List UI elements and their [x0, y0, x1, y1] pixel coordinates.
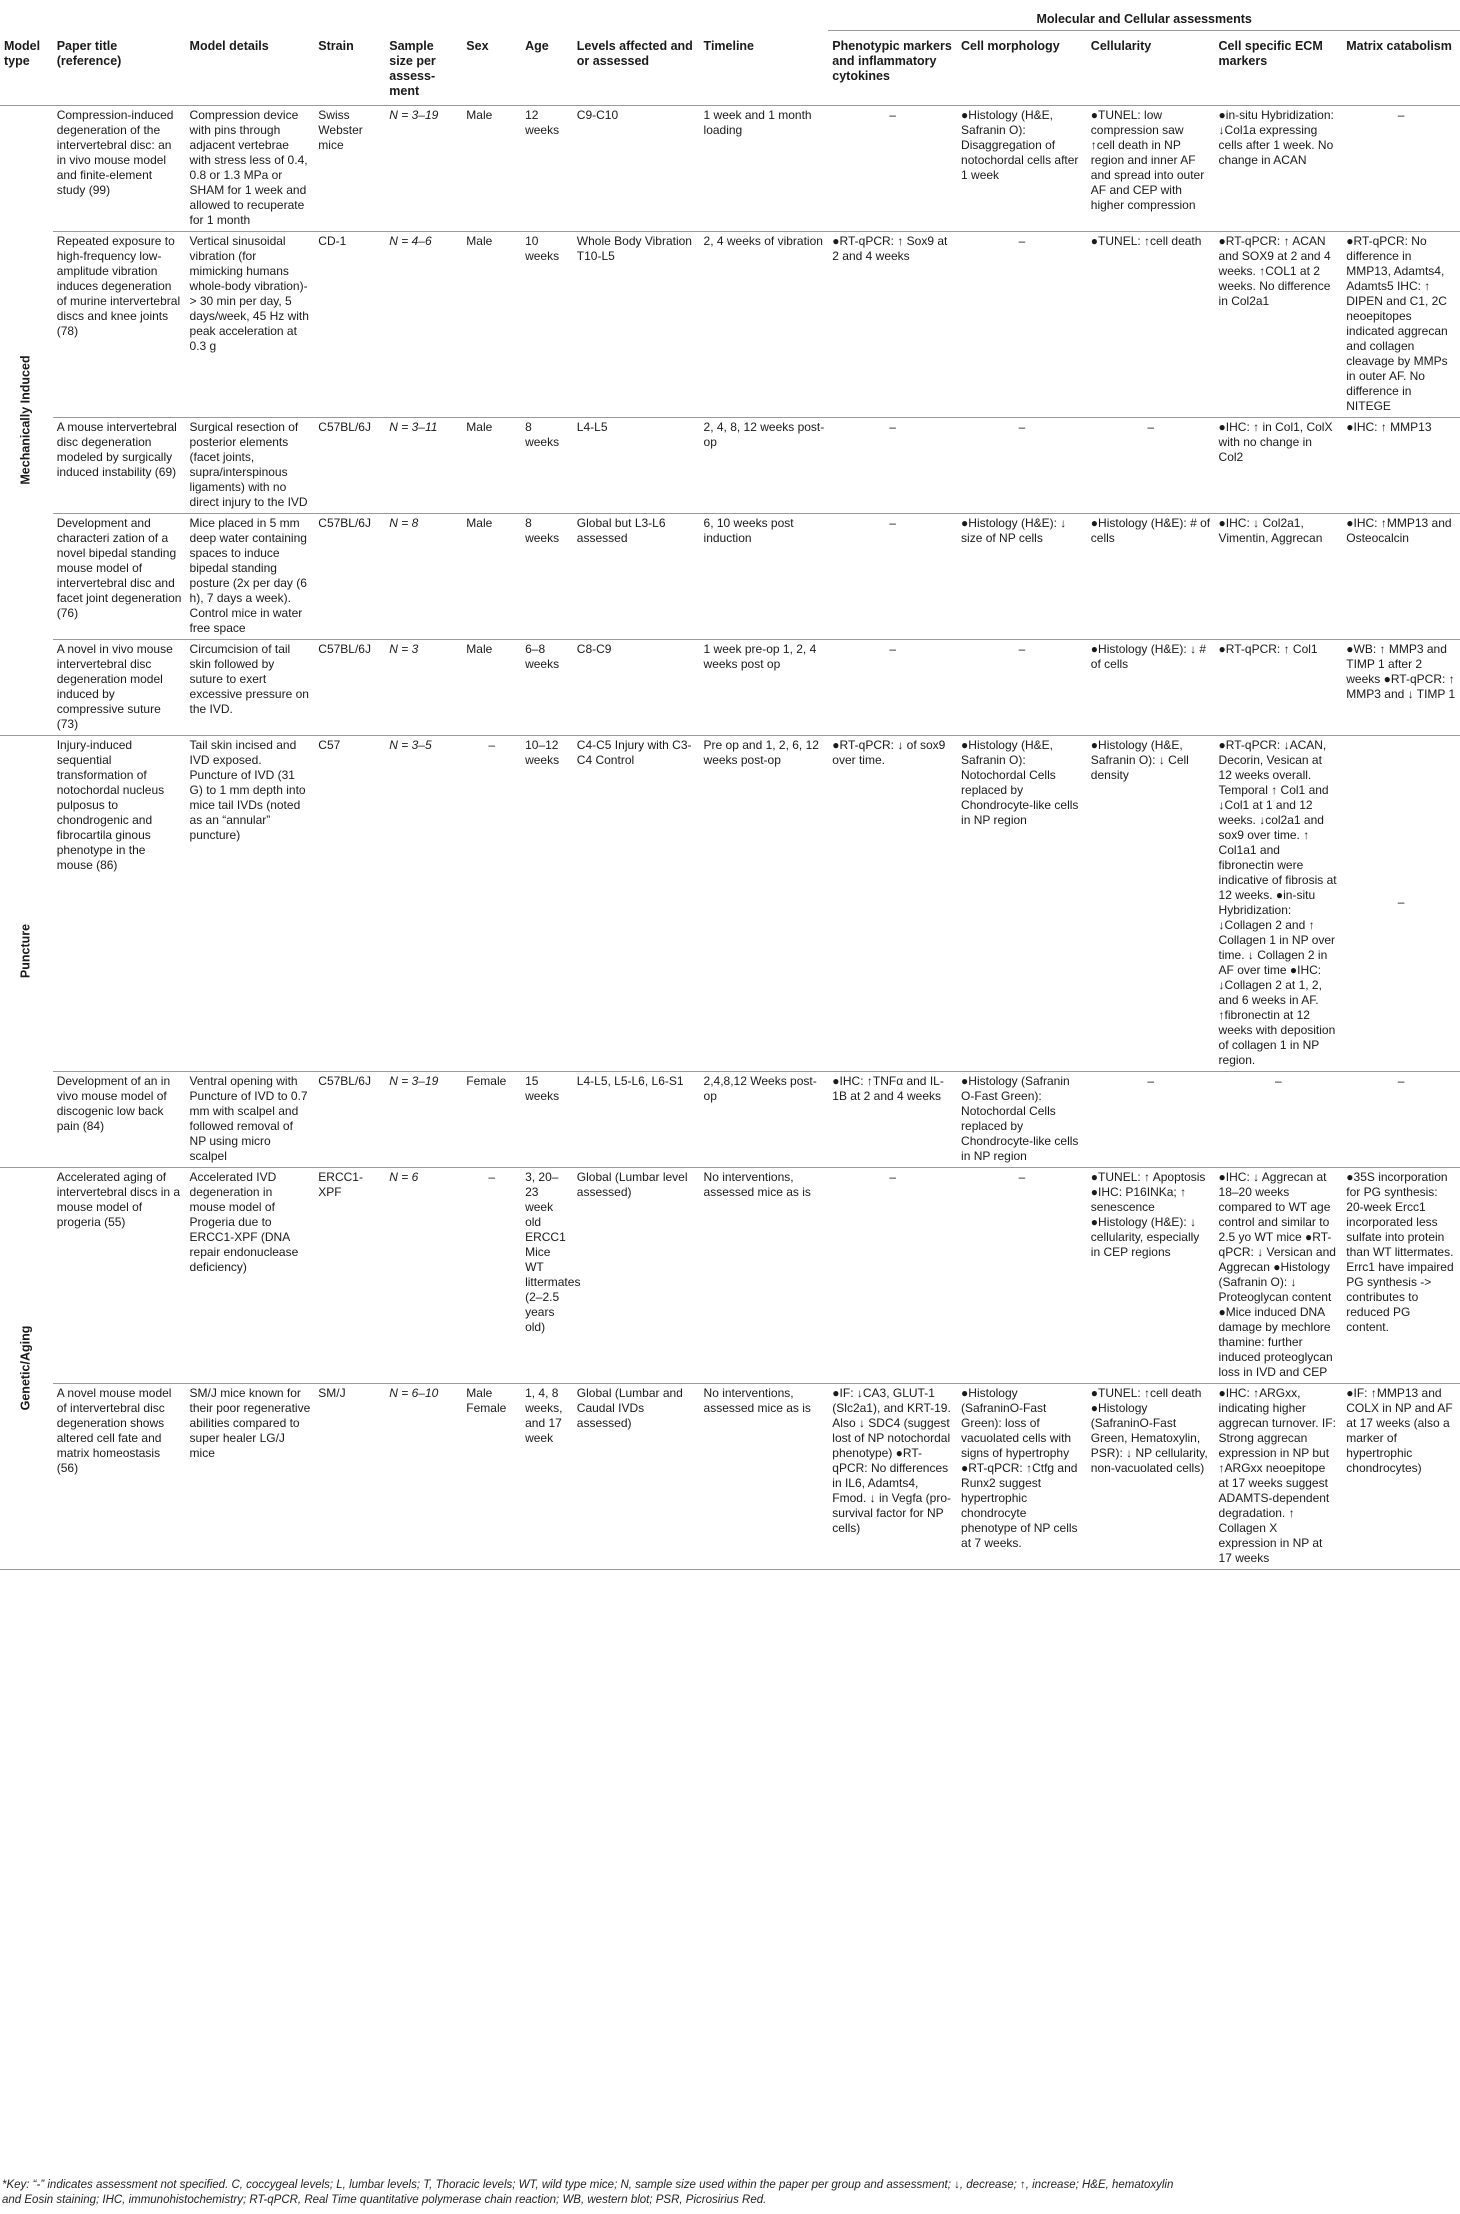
cell-cellularity: ●TUNEL: low compression saw ↑cell death in NP region and inner AF and spread into outer AF and CEP with higher compression [1087, 105, 1215, 231]
table-row [0, 1383, 1460, 1569]
cell-levels: L4-L5, L5-L6, L6-S1 [573, 1071, 700, 1167]
header-sample-size: Sample size per assess-ment [385, 31, 462, 106]
header-phenotypic: Phenotypic markers and inflammatory cytokines [828, 31, 957, 106]
cell-age: 10 weeks [521, 231, 573, 417]
cell-model-details: Accelerated IVD degeneration in mouse model of Progeria due to ERCC1-XPF (DNA repair endonuclease deficiency) [186, 1167, 315, 1383]
cell-paper-title: A novel mouse model of intervertebral disc degeneration shows altered cell fate and matrix homeostasis (56) [53, 1383, 186, 1569]
cell-phenotypic: ●IHC: ↑TNFα and IL-1B at 2 and 4 weeks [828, 1071, 957, 1167]
cell-model-details: Tail skin incised and IVD exposed. Puncture of IVD (31 G) to 1 mm depth into mice tail IVDs (noted as an “annular” puncture) [186, 735, 315, 1071]
cell-morphology: ●Histology (H&E, Safranin O): Disaggregation of notochordal cells after 1 week [957, 105, 1087, 231]
cell-cellularity: ●TUNEL: ↑cell death [1087, 231, 1215, 417]
header-sex: Sex [462, 31, 521, 106]
cell-catabolism: – [1342, 105, 1460, 231]
cell-ecm: ●IHC: ↓ Col2a1, Vimentin, Aggrecan [1215, 513, 1343, 639]
cell-ecm: ●IHC: ↑ARGxx, indicating higher aggrecan turnover. IF: Strong aggrecan expression in NP but ↑ARGxx neoepitope at 17 weeks suggest ADAMTS-dependent degradation. ↑ Collagen X expression in NP at 17 weeks [1215, 1383, 1343, 1569]
cell-cellularity: ●Histology (H&E, Safranin O): ↓ Cell density [1087, 735, 1215, 1071]
header-age: Age [521, 31, 573, 106]
cell-morphology: ●Histology (H&E): ↓ size of NP cells [957, 513, 1087, 639]
table-row [0, 1071, 1460, 1167]
cell-timeline: No interventions, assessed mice as is [700, 1383, 829, 1569]
table-row [0, 105, 1460, 231]
cell-morphology: ●Histology (H&E, Safranin O): Notochordal Cells replaced by Chondrocyte-like cells in NP region [957, 735, 1087, 1071]
cell-strain: C57BL/6J [314, 513, 385, 639]
cell-timeline: 2,4,8,12 Weeks post-op [700, 1071, 829, 1167]
cell-sample-size: N = 3–19 [385, 1071, 462, 1167]
cell-strain: CD-1 [314, 231, 385, 417]
cell-paper-title: A novel in vivo mouse intervertebral disc degeneration model induced by compressive suture (73) [53, 639, 186, 735]
cell-sex: – [462, 735, 521, 1071]
cell-morphology: – [957, 639, 1087, 735]
cell-phenotypic: ●RT-qPCR: ↑ Sox9 at 2 and 4 weeks [828, 231, 957, 417]
cell-ecm: ●RT-qPCR: ↓ACAN, Decorin, Vesican at 12 weeks overall. Temporal ↑ Col1 and ↓Col1 at 1 and 12 weeks. ↓col2a1 and sox9 over time. ↑ Col1a1 and fibronectin were indicative of fibrosis at 12 weeks. ●in-situ Hybridization: ↓Collagen 2 and ↑ Collagen 1 in NP over time. ↓ Collagen 2 in AF over time ●IHC: ↓Collagen 2 at 1, 2, and 6 weeks in AF. ↑fibronectin at 12 weeks with deposition of collagen 1 in NP region. [1215, 735, 1343, 1071]
cell-catabolism: – [1342, 735, 1460, 1071]
group-label-cell [0, 1167, 53, 1569]
group-label-genetic: Genetic/Aging [18, 1325, 33, 1411]
cell-catabolism: ●IHC: ↑MMP13 and Osteocalcin [1342, 513, 1460, 639]
cell-sample-size: N = 6 [385, 1167, 462, 1383]
cell-morphology: ●Histology (Safranin O-Fast Green): Notochordal Cells replaced by Chondrocyte-like cells in NP region [957, 1071, 1087, 1167]
cell-model-details: Compression device with pins through adjacent vertebrae with stress less of 0.4, 0.8 or 1.3 MPa or SHAM for 1 week and allowed to recuperate for 1 month [186, 105, 315, 231]
cell-levels: Global (Lumbar level assessed) [573, 1167, 700, 1383]
cell-ecm: ●IHC: ↑ in Col1, ColX with no change in Col2 [1215, 417, 1343, 513]
cell-levels: C9-C10 [573, 105, 700, 231]
cell-paper-title: Repeated exposure to high-frequency low-amplitude vibration induces degeneration of murine intervertebral discs and knee joints (78) [53, 231, 186, 417]
cell-phenotypic: – [828, 417, 957, 513]
cell-timeline: Pre op and 1, 2, 6, 12 weeks post-op [700, 735, 829, 1071]
cell-age: 1, 4, 8 weeks, and 17 week [521, 1383, 573, 1569]
cell-levels: L4-L5 [573, 417, 700, 513]
header-model-type: Model type [0, 31, 53, 106]
cell-ecm: ●RT-qPCR: ↑ ACAN and SOX9 at 2 and 4 weeks. ↑COL1 at 2 weeks. No difference in Col2a1 [1215, 231, 1343, 417]
cell-morphology: ●Histology (SafraninO-Fast Green): loss of vacuolated cells with signs of hypertrophy ●RT-qPCR: ↑Ctfg and Runx2 suggest hypertrophic chondrocyte phenotype of NP cells at 7 weeks. [957, 1383, 1087, 1569]
cell-levels: Global but L3-L6 assessed [573, 513, 700, 639]
cell-levels: Whole Body Vibration T10-L5 [573, 231, 700, 417]
cell-timeline: 6, 10 weeks post induction [700, 513, 829, 639]
cell-age: 8 weeks [521, 513, 573, 639]
cell-phenotypic: ●RT-qPCR: ↓ of sox9 over time. [828, 735, 957, 1071]
cell-age: 8 weeks [521, 417, 573, 513]
cell-cellularity: ●TUNEL: ↑cell death ●Histology (SafraninO-Fast Green, Hematoxylin, PSR): ↓ NP cellularity, non-vacuolated cells) [1087, 1383, 1215, 1569]
group-label-mechanical: Mechanically Induced [18, 355, 33, 485]
cell-sample-size: N = 4–6 [385, 231, 462, 417]
cell-strain: SM/J [314, 1383, 385, 1569]
cell-morphology: – [957, 417, 1087, 513]
cell-model-details: SM/J mice known for their poor regenerative abilities compared to super healer LG/J mice [186, 1383, 315, 1569]
cell-catabolism: – [1342, 1071, 1460, 1167]
footnote-line-1: *Key: “-” indicates assessment not specified. C, coccygeal levels; L, lumbar levels; T, Thoracic levels; WT, wild type mice; N, sample size used within the paper per group and assessment; ↓, decrease; ↑, increase; H&E, hematoxylin [2, 2179, 1174, 2191]
cell-levels: C8-C9 [573, 639, 700, 735]
cell-timeline: 2, 4 weeks of vibration [700, 231, 829, 417]
cell-model-details: Circumcision of tail skin followed by suture to exert excessive pressure on the IVD. [186, 639, 315, 735]
table-row [0, 231, 1460, 417]
cell-strain: C57 [314, 735, 385, 1071]
cell-catabolism: ●IF: ↑MMP13 and COLX in NP and AF at 17 weeks (also a marker of hypertrophic chondrocytes) [1342, 1383, 1460, 1569]
cell-strain: C57BL/6J [314, 639, 385, 735]
cell-ecm: ●IHC: ↓ Aggrecan at 18–20 weeks compared to WT age control and similar to 2.5 yo WT mice ●RT-qPCR: ↓ Versican and Aggrecan ●Histology (Safranin O): ↓ Proteoglycan content ●Mice induced DNA damage by mechlore thamine: further induced proteoglycan loss in IVD and CEP [1215, 1167, 1343, 1383]
cell-cellularity: ●Histology (H&E): # of cells [1087, 513, 1215, 639]
header-timeline: Timeline [700, 31, 829, 106]
cell-levels: C4-C5 Injury with C3-C4 Control [573, 735, 700, 1071]
cell-catabolism: ●WB: ↑ MMP3 and TIMP 1 after 2 weeks ●RT-qPCR: ↑ MMP3 and ↓ TIMP 1 [1342, 639, 1460, 735]
cell-sample-size: N = 8 [385, 513, 462, 639]
cell-age: 12 weeks [521, 105, 573, 231]
cell-strain: C57BL/6J [314, 417, 385, 513]
cell-paper-title: Development and characteri zation of a novel bipedal standing mouse model of intervertebral disc and facet joint degeneration (76) [53, 513, 186, 639]
cell-ecm: ●RT-qPCR: ↑ Col1 [1215, 639, 1343, 735]
cell-paper-title: Injury-induced sequential transformation of notochordal nucleus pulposus to chondrogenic and fibrocartila ginous phenotype in the mouse (86) [53, 735, 186, 1071]
cell-sex: Male Female [462, 1383, 521, 1569]
header-levels: Levels affected and or assessed [573, 31, 700, 106]
header-matrix-catabolism: Matrix catabolism [1342, 31, 1460, 106]
table-row [0, 417, 1460, 513]
cell-age: 10–12 weeks [521, 735, 573, 1071]
cell-sample-size: N = 3–5 [385, 735, 462, 1071]
table-row [0, 639, 1460, 735]
cell-phenotypic: – [828, 639, 957, 735]
cell-morphology: – [957, 1167, 1087, 1383]
cell-model-details: Surgical resection of posterior elements (facet joints, supra/interspinous ligaments) with no direct injury to the IVD [186, 417, 315, 513]
cell-sample-size: N = 3 [385, 639, 462, 735]
group-label-cell [0, 105, 53, 735]
cell-cellularity: ●TUNEL: ↑ Apoptosis ●IHC: P16INKa; ↑ senescence ●Histology (H&E): ↓ cellularity, especially in CEP regions [1087, 1167, 1215, 1383]
cell-cellularity: – [1087, 1071, 1215, 1167]
header-paper-title: Paper title (reference) [53, 31, 186, 106]
cell-levels: Global (Lumbar and Caudal IVDs assessed) [573, 1383, 700, 1569]
cell-strain: ERCC1-XPF [314, 1167, 385, 1383]
cell-paper-title: Accelerated aging of intervertebral discs in a mouse model of progeria (55) [53, 1167, 186, 1383]
group-label-puncture: Puncture [18, 923, 33, 979]
cell-sex: – [462, 1167, 521, 1383]
footnote-line-2: and Eosin staining; IHC, immunohistochemistry; RT-qPCR, Real Time quantitative polymerase chain reaction; WB, western blot; PSR, Picrosirius Red. [2, 2194, 767, 2206]
cell-age: 3, 20–23 week old ERCC1 Mice WT littermates (2–2.5 years old) [521, 1167, 573, 1383]
cell-sample-size: N = 3–19 [385, 105, 462, 231]
cell-morphology: – [957, 231, 1087, 417]
cell-sex: Male [462, 513, 521, 639]
cell-model-details: Mice placed in 5 mm deep water containing spaces to induce bipedal standing posture (2x per day (6 h), 7 days a week). Control mice in water free space [186, 513, 315, 639]
group-header: Molecular and Cellular assessments [828, 10, 1460, 31]
table-footnote [2, 2178, 1452, 2208]
cell-phenotypic: ●IF: ↓CA3, GLUT-1 (Slc2a1), and KRT-19. Also ↓ SDC4 (suggest lost of NP notochordal phenotype) ●RT-qPCR: No differences in IL6, Adamts4, Fmod. ↓ in Vegfa (pro-survival factor for NP cells) [828, 1383, 957, 1569]
header-cell-morphology: Cell morphology [957, 31, 1087, 106]
cell-paper-title: Compression-induced degeneration of the intervertebral disc: an in vivo mouse model and finite-element study (99) [53, 105, 186, 231]
cell-age: 6–8 weeks [521, 639, 573, 735]
cell-timeline: 1 week pre-op 1, 2, 4 weeks post op [700, 639, 829, 735]
cell-sex: Male [462, 417, 521, 513]
header-cellularity: Cellularity [1087, 31, 1215, 106]
cell-sex: Male [462, 639, 521, 735]
cell-strain: Swiss Webster mice [314, 105, 385, 231]
table-row [0, 513, 1460, 639]
cell-age: 15 weeks [521, 1071, 573, 1167]
cell-sample-size: N = 3–11 [385, 417, 462, 513]
cell-catabolism: ●IHC: ↑ MMP13 [1342, 417, 1460, 513]
cell-strain: C57BL/6J [314, 1071, 385, 1167]
table-row [0, 1167, 1460, 1383]
header-model-details: Model details [186, 31, 315, 106]
cell-timeline: 1 week and 1 month loading [700, 105, 829, 231]
mouse-model-table [0, 10, 1460, 1570]
cell-cellularity: ●Histology (H&E): ↓ # of cells [1087, 639, 1215, 735]
cell-model-details: Vertical sinusoidal vibration (for mimicking humans whole-body vibration)-> 30 min per day, 5 days/week, 45 Hz with peak acceleration at 0.3 g [186, 231, 315, 417]
header-ecm-markers: Cell specific ECM markers [1215, 31, 1343, 106]
cell-cellularity: – [1087, 417, 1215, 513]
cell-sex: Female [462, 1071, 521, 1167]
table-row [0, 735, 1460, 1071]
cell-phenotypic: – [828, 105, 957, 231]
cell-model-details: Ventral opening with Puncture of IVD to 0.7 mm with scalpel and followed removal of NP using micro scalpel [186, 1071, 315, 1167]
cell-timeline: No interventions, assessed mice as is [700, 1167, 829, 1383]
cell-catabolism: ●RT-qPCR: No difference in MMP13, Adamts4, Adamts5 IHC: ↑ DIPEN and C1, 2C neoepitopes indicated aggrecan and collagen cleavage by MMPs in outer AF. No difference in NITEGE [1342, 231, 1460, 417]
cell-phenotypic: – [828, 513, 957, 639]
cell-sex: Male [462, 231, 521, 417]
cell-paper-title: A mouse intervertebral disc degeneration modeled by surgically induced instability (69) [53, 417, 186, 513]
cell-paper-title: Development of an in vivo mouse model of discogenic low back pain (84) [53, 1071, 186, 1167]
cell-timeline: 2, 4, 8, 12 weeks post-op [700, 417, 829, 513]
group-label-cell [0, 735, 53, 1167]
cell-ecm: – [1215, 1071, 1343, 1167]
cell-sample-size: N = 6–10 [385, 1383, 462, 1569]
cell-catabolism: ●35S incorporation for PG synthesis: 20-week Ercc1 incorporated less sulfate into protein than WT littermates. Errc1 have impaired PG synthesis -> contributes to reduced PG content. [1342, 1167, 1460, 1383]
cell-ecm: ●in-situ Hybridization: ↓Col1a expressing cells after 1 week. No change in ACAN [1215, 105, 1343, 231]
header-strain: Strain [314, 31, 385, 106]
cell-phenotypic: – [828, 1167, 957, 1383]
cell-sex: Male [462, 105, 521, 231]
